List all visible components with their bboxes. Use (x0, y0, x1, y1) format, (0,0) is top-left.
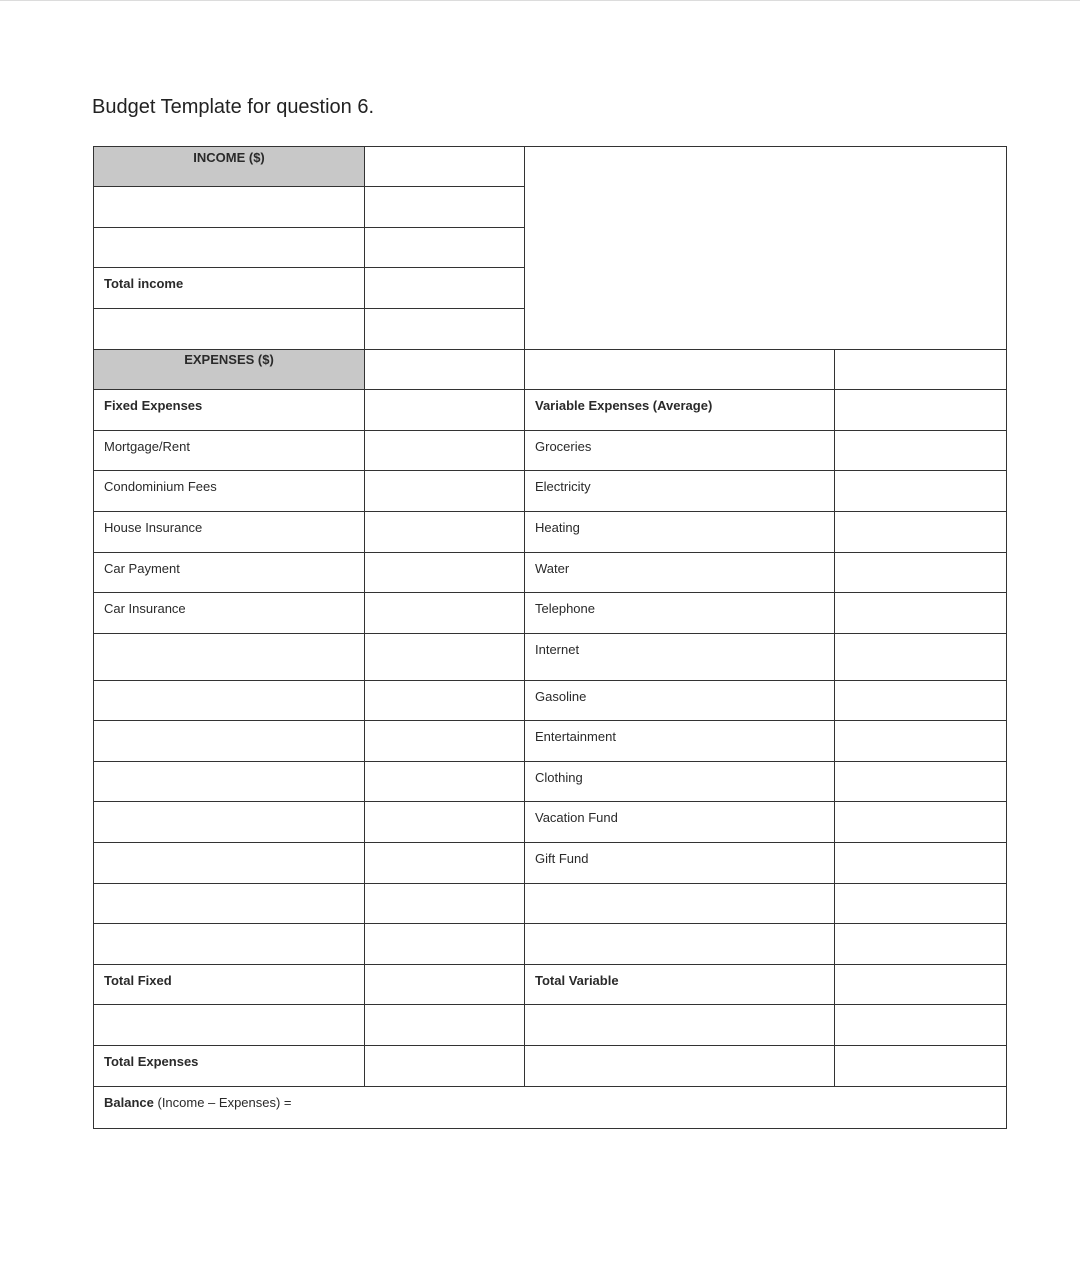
balance-text (104, 1095, 292, 1110)
variable-item-label: Heating (535, 520, 580, 535)
fixed-item-car-insurance (93, 592, 365, 634)
total-variable-cell (524, 964, 835, 1005)
fixed-row-cell[interactable] (93, 633, 365, 681)
variable-expenses-header: Variable Expenses (Average) (535, 398, 713, 413)
fixed-value-cell[interactable] (364, 923, 525, 965)
variable-value-cell[interactable] (834, 592, 1007, 634)
budget-table (93, 146, 1007, 1129)
variable-item-water (524, 552, 835, 593)
page-title: Budget Template for question 6. (92, 96, 375, 118)
variable-item-label: Internet (535, 642, 580, 657)
total-fixed-cell (93, 964, 365, 1005)
total-fixed-label: Total Fixed (104, 973, 172, 988)
fixed-value-cell[interactable] (364, 592, 525, 634)
variable-expenses-header-cell (524, 389, 835, 431)
variable-row-cell[interactable] (524, 1004, 835, 1046)
variable-item-clothing (524, 761, 835, 802)
variable-item-groceries (524, 430, 835, 471)
variable-value-cell[interactable] (834, 633, 1007, 681)
balance-label: Balance (104, 1095, 154, 1110)
income-value-cell[interactable] (364, 186, 525, 228)
fixed-item-label: Condominium Fees (104, 479, 217, 494)
variable-row-cell[interactable] (524, 1045, 835, 1087)
fixed-row-cell[interactable] (93, 842, 365, 884)
variable-item-entertainment (524, 720, 835, 762)
fixed-value-cell[interactable] (364, 842, 525, 884)
fixed-row-cell[interactable] (93, 761, 365, 802)
fixed-row-cell[interactable] (93, 923, 365, 965)
variable-item-label: Gasoline (535, 689, 587, 704)
variable-row-cell[interactable] (524, 349, 835, 390)
total-income-cell (93, 267, 365, 309)
variable-value-cell[interactable] (834, 761, 1007, 802)
page-top-border (0, 0, 1080, 1)
variable-item-electricity (524, 470, 835, 512)
fixed-expenses-header-cell (93, 389, 365, 431)
total-expenses-value-cell[interactable] (364, 1045, 525, 1087)
variable-item-gift-fund (524, 842, 835, 884)
expenses-header: EXPENSES ($) (184, 352, 274, 367)
variable-row-cell[interactable] (524, 883, 835, 924)
income-value-cell[interactable] (364, 308, 525, 350)
empty-notes-block (524, 146, 1007, 350)
variable-item-telephone (524, 592, 835, 634)
variable-item-heating (524, 511, 835, 553)
variable-item-label: Entertainment (535, 729, 616, 744)
fixed-value-cell[interactable] (364, 633, 525, 681)
fixed-item-car-payment (93, 552, 365, 593)
fixed-value-cell[interactable] (364, 801, 525, 843)
variable-value-cell[interactable] (834, 349, 1007, 390)
income-row-cell[interactable] (93, 308, 365, 350)
fixed-row-cell[interactable] (93, 720, 365, 762)
fixed-value-cell[interactable] (364, 470, 525, 512)
fixed-row-cell[interactable] (93, 801, 365, 843)
fixed-value-cell[interactable] (364, 511, 525, 553)
variable-value-cell[interactable] (834, 511, 1007, 553)
fixed-value-cell[interactable] (364, 552, 525, 593)
income-header-cell (93, 146, 365, 187)
fixed-row-cell[interactable] (93, 883, 365, 924)
variable-value-cell[interactable] (834, 1004, 1007, 1046)
fixed-value-cell[interactable] (364, 1004, 525, 1046)
fixed-value-cell[interactable] (364, 761, 525, 802)
expenses-header-cell (93, 349, 365, 390)
total-income-value-cell[interactable] (364, 267, 525, 309)
income-row-cell[interactable] (93, 186, 365, 228)
fixed-value-cell[interactable] (364, 883, 525, 924)
variable-item-label: Groceries (535, 439, 592, 454)
balance-row[interactable] (93, 1086, 1007, 1129)
variable-value-cell[interactable] (834, 470, 1007, 512)
total-fixed-value-cell[interactable] (364, 964, 525, 1005)
variable-value-cell[interactable] (834, 430, 1007, 471)
total-expenses-cell (93, 1045, 365, 1087)
variable-item-label: Telephone (535, 601, 595, 616)
total-expenses-label: Total Expenses (104, 1054, 199, 1069)
fixed-value-cell[interactable] (364, 680, 525, 721)
variable-item-vacation-fund (524, 801, 835, 843)
fixed-row-cell[interactable] (93, 1004, 365, 1046)
fixed-item-mortgage-rent (93, 430, 365, 471)
variable-value-cell[interactable] (834, 883, 1007, 924)
variable-item-label: Vacation Fund (535, 810, 618, 825)
variable-item-label: Clothing (535, 770, 583, 785)
fixed-item-house-insurance (93, 511, 365, 553)
income-header: INCOME ($) (193, 150, 265, 165)
fixed-expenses-header: Fixed Expenses (104, 398, 203, 413)
variable-value-cell[interactable] (834, 801, 1007, 843)
total-income-label: Total income (104, 276, 184, 291)
expense-value-cell[interactable] (364, 349, 525, 390)
variable-item-label: Electricity (535, 479, 591, 494)
variable-value-cell[interactable] (834, 923, 1007, 965)
total-variable-label: Total Variable (535, 973, 619, 988)
variable-value-cell[interactable] (834, 1045, 1007, 1087)
variable-item-gasoline (524, 680, 835, 721)
fixed-item-condominium-fees (93, 470, 365, 512)
balance-formula: (Income – Expenses) = (153, 1095, 292, 1110)
total-variable-value-cell[interactable] (834, 964, 1007, 1005)
fixed-item-label: House Insurance (104, 520, 203, 535)
variable-value-cell[interactable] (834, 842, 1007, 884)
income-value-cell[interactable] (364, 227, 525, 268)
income-value-cell[interactable] (364, 146, 525, 187)
variable-value-cell[interactable] (834, 389, 1007, 431)
income-row-cell[interactable] (93, 227, 365, 268)
variable-value-cell[interactable] (834, 552, 1007, 593)
variable-item-label: Water (535, 561, 570, 576)
variable-item-internet (524, 633, 835, 681)
fixed-row-cell[interactable] (93, 680, 365, 721)
fixed-item-label: Car Insurance (104, 601, 186, 616)
fixed-value-cell[interactable] (364, 720, 525, 762)
variable-item-label: Gift Fund (535, 851, 589, 866)
fixed-value-cell[interactable] (364, 389, 525, 431)
variable-row-cell[interactable] (524, 923, 835, 965)
fixed-value-cell[interactable] (364, 430, 525, 471)
variable-value-cell[interactable] (834, 720, 1007, 762)
fixed-item-label: Car Payment (104, 561, 180, 576)
variable-value-cell[interactable] (834, 680, 1007, 721)
fixed-item-label: Mortgage/Rent (104, 439, 190, 454)
